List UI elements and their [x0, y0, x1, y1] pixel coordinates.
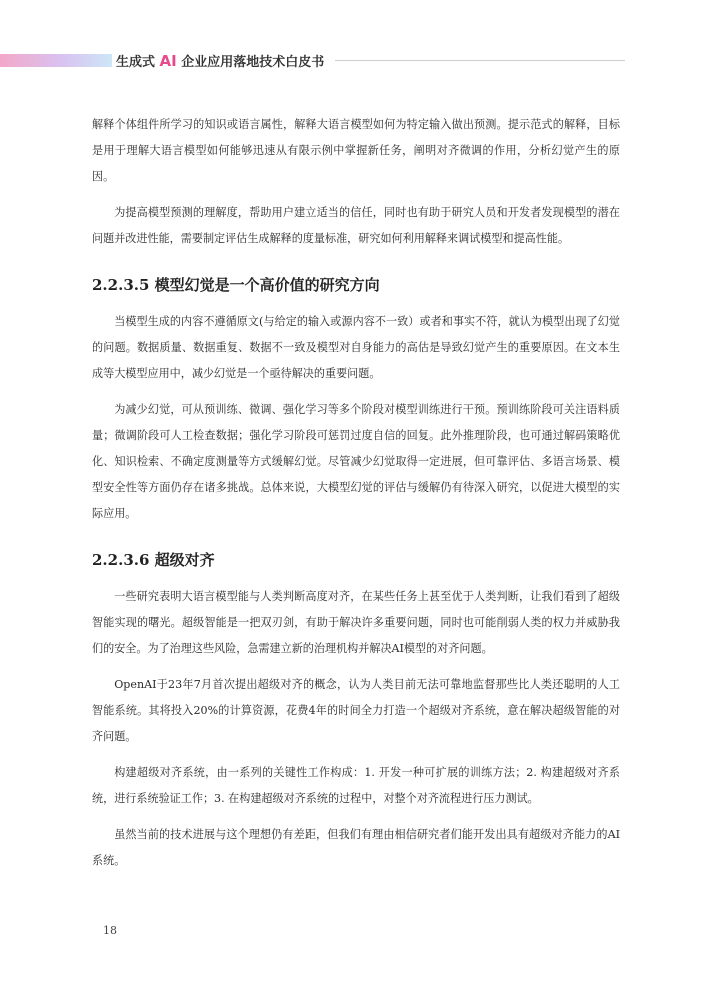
paragraph: 解释个体组件所学习的知识或语言属性，解释大语言模型如何为特定输入做出预测。提示范式的解释，目标是用于理解大语言模型如何能够迅速从有限示例中掌握新任务，阐明对齐微调的作用，分析幻觉产生的原因。: [92, 118, 620, 183]
paragraph: 当模型生成的内容不遵循原文(与给定的输入或源内容不一致）或者和事实不符，就认为模型出现了幻觉的问题。数据质量、数据重复、数据不一致及模型对自身能力的高估是导致幻觉产生的重要原因。在文本生成等大模型应用中，减少幻觉是一个亟待解决的重要问题。: [92, 315, 620, 380]
paragraph: 为减少幻觉，可从预训练、微调、强化学习等多个阶段对模型训练进行干预。预训练阶段可关注语料质量；微调阶段可人工检查数据；强化学习阶段可惩罚过度自信的回复。此外推理阶段，也可通过解码策略优化、知识检索、不确定度测量等方式缓解幻觉。尽管减少幻觉取得一定进展，但可靠评估、多语言场景、模型安全性等方面仍存在诸多挑战。总体来说，大模型幻觉的评估与缓解仍有待深入研究，以促进大模型的实际应用。: [92, 403, 620, 520]
header-rule: [335, 60, 625, 61]
header-title-post: 企业应用落地技术白皮书: [181, 55, 325, 70]
paragraph: 虽然当前的技术进展与这个理想仍有差距，但我们有理由相信研究者们能开发出具有超级对齐能力的AI系统。: [92, 828, 620, 867]
paragraph: OpenAI于23年7月首次提出超级对齐的概念，认为人类目前无法可靠地监督那些比人类还聪明的人工智能系统。其将投入20%的计算资源，花费4年的时间全力打造一个超级对齐系统，意在解决超级智能的对齐问题。: [92, 678, 620, 743]
header-title: [116, 51, 324, 70]
paragraph: 构建超级对齐系统，由一系列的关键性工作构成：1. 开发一种可扩展的训练方法；2. 构建超级对齐系统，进行系统验证工作；3. 在构建超级对齐系统的过程中，对整个对齐流程进行压力测试。: [92, 766, 620, 805]
header-title-ai: AI: [159, 52, 177, 70]
page-body: [92, 112, 620, 884]
header-decor-bar: [0, 54, 112, 67]
paragraph: 为提高模型预测的理解度，帮助用户建立适当的信任，同时也有助于研究人员和开发者发现模型的潜在问题并改进性能，需要制定评估生成解释的度量标准，研究如何利用解释来调试模型和提高性能。: [92, 206, 620, 245]
page-number: 18: [103, 924, 117, 937]
paragraph: 一些研究表明大语言模型能与人类判断高度对齐，在某些任务上甚至优于人类判断，让我们看到了超级智能实现的曙光。超级智能是一把双刃剑，有助于解决许多重要问题，同时也可能削弱人类的权力并威胁我们的安全。为了治理这些风险，急需建立新的治理机构并解决AI模型的对齐问题。: [92, 590, 620, 655]
section-heading: 2.2.3.6 超级对齐: [92, 551, 215, 569]
header-title-pre: 生成式: [116, 55, 156, 70]
section-heading: 2.2.3.5 模型幻觉是一个高价值的研究方向: [92, 276, 380, 294]
